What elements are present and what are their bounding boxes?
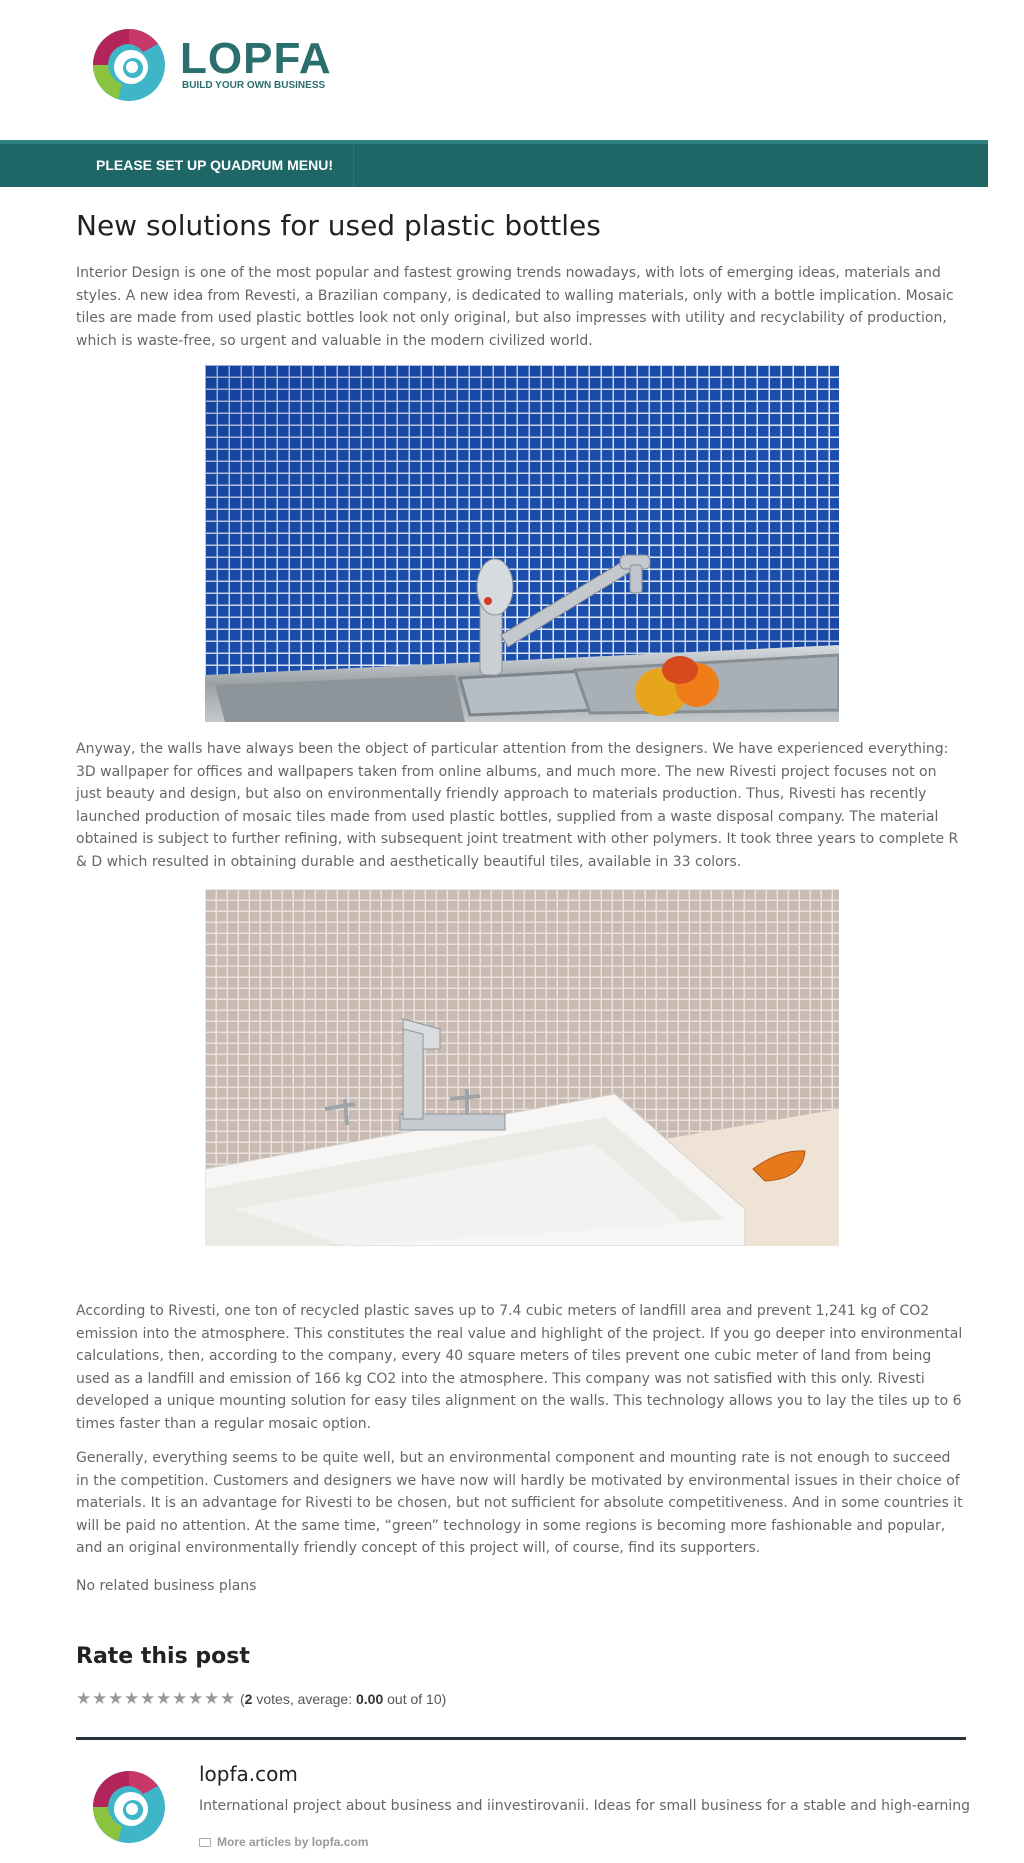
brand-tagline: BUILD YOUR OWN BUSINESS [182,80,326,91]
rating-average: 0.00 [355,1691,384,1707]
vote-count: 2 [244,1691,253,1707]
rating-stars[interactable] [76,1691,236,1707]
author-bio: International project about business and iinvestirovanii. Ideas for small business for a stable and high-earning [199,1798,970,1814]
star-icon[interactable]: ★ [140,1689,156,1708]
article-paragraph-1: Interior Design is one of the most popular and fastest growing trends nowadays, with lots of emerging ideas, materials and styles. A new idea from Revesti, a Brazilian company, is dedicated to walling materials, only with a bottle implication. Mosaic tiles are made from used plastic bottles look not only original, but also impresses with utility and recyclability of production, which is waste-free, so urgent and valuable in the modern civilized world. [76,265,954,349]
rating-out-of: out of 10 [387,1691,442,1707]
author-avatar [88,1768,170,1846]
votes-label: votes, average: [256,1691,353,1707]
related-plans-text: No related business plans [76,1578,257,1594]
star-icon[interactable]: ★ [124,1689,140,1708]
rate-post-heading: Rate this post [76,1644,250,1669]
star-icon[interactable]: ★ [92,1689,108,1708]
nav-item-setup-menu[interactable]: PLEASE SET UP QUADRUM MENU! [76,144,354,187]
more-articles-label: More articles by lopfa.com [217,1835,369,1849]
post-rating [76,1689,446,1709]
rating-summary: (2 votes, average: 0.00 out of 10) [240,1691,447,1707]
article-paragraph-4: Generally, everything seems to be quite well, but an environmental component and mounting rate is not enough to succeed in the competition. Customers and designers we have now will hardly be motivated by environmental issues in their choice of materials. It is an advantage for Rivesti to be chosen, but not sufficient for absolute competitiveness. And in some countries it will be paid no attention. At the same time, “green” technology in some regions is becoming more fashionable and popular, and an original environmentally friendly concept of this project will, of course, find its supporters. [76,1450,963,1556]
star-icon[interactable]: ★ [204,1689,220,1708]
star-icon[interactable]: ★ [188,1689,204,1708]
article-paragraph-3: According to Rivesti, one ton of recycled plastic saves up to 7.4 cubic meters of landfill area and prevent 1,241 kg of CO2 emission into the atmosphere. This constitutes the real value and highlight of the project. If you go deeper into environmental calculations, then, according to the company, every 40 square meters of tiles prevent one cubic meter of land from being used as a landfill and emission of 166 kg CO2 into the atmosphere. This company was not satisfied with this only. Rivesti developed a unique mounting solution for easy tiles alignment on the walls. This technology allows you to lay the tiles up to 6 times faster than a regular mosaic option. [76,1303,963,1432]
lopfa-logo-icon[interactable] [88,26,170,104]
star-icon[interactable]: ★ [220,1689,236,1708]
folder-icon [199,1838,211,1847]
article-paragraph-2: Anyway, the walls have always been the object of particular attention from the designers. We have experienced everything: 3D wallpaper for offices and wallpapers taken from online albums, and much more. The new Rivesti project focuses not on just beauty and design, but also on environmentally friendly approach to materials production. Thus, Rivesti has recently launched production of mosaic tiles made from used plastic bottles, supplied from a waste disposal company. The material obtained is subject to further refining, with subsequent joint treatment with other polymers. It took three years to complete R & D which resulted in obtaining durable and aesthetically beautiful tiles, available in 33 colors. [76,741,959,870]
article-title: New solutions for used plastic bottles [76,209,601,242]
kitchen-sink-photo [205,365,839,722]
brand-name[interactable]: LOPFA [180,34,332,83]
main-navbar [0,140,988,187]
bathroom-sink-photo [205,889,839,1246]
star-icon[interactable]: ★ [172,1689,188,1708]
more-articles-link[interactable] [199,1835,368,1849]
star-icon[interactable]: ★ [76,1689,92,1708]
author-name[interactable]: lopfa.com [199,1762,298,1786]
star-icon[interactable]: ★ [108,1689,124,1708]
author-divider [76,1737,966,1740]
star-icon[interactable]: ★ [156,1689,172,1708]
site-header [0,0,1024,140]
